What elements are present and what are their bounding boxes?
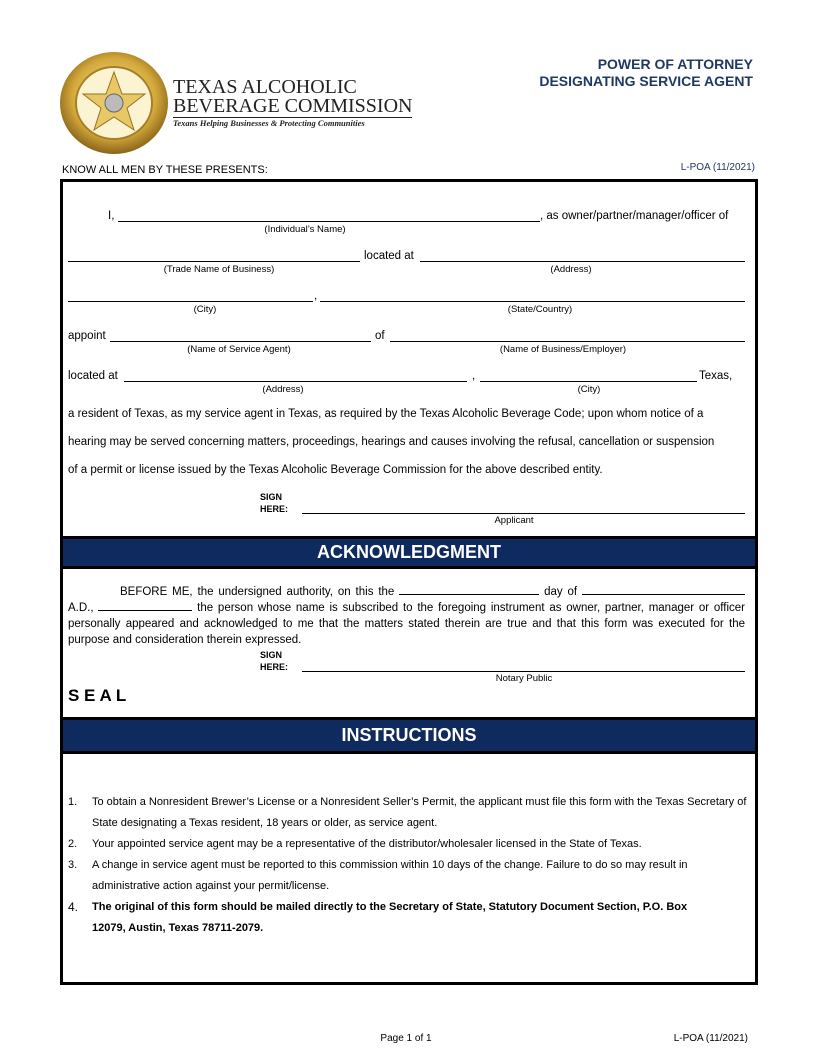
item-number: 4. <box>68 900 79 914</box>
item-text: Your appointed service agent may be a representative of the distributor/wholesaler licensed in the State of Texas. <box>92 838 642 850</box>
ad-text: A.D., <box>68 602 94 614</box>
agent-address-field[interactable] <box>124 381 467 382</box>
city-field[interactable] <box>68 301 313 302</box>
item-text: A change in service agent must be reported to this commission within 10 days of the change. Failure to do so may result in administrative action against your permit/license. <box>92 859 688 892</box>
form-id: L-POA (11/2021) <box>680 162 755 173</box>
of-label: of <box>375 330 385 342</box>
month-field[interactable] <box>582 584 745 595</box>
here-text: HERE: <box>260 504 289 514</box>
business-address-field[interactable] <box>420 261 745 262</box>
title-line-2: DESIGNATING SERVICE AGENT <box>539 73 753 89</box>
notary-caption: Notary Public <box>495 673 553 684</box>
agent-city-field[interactable] <box>480 381 697 382</box>
employer-caption: (Name of Business/Employer) <box>499 344 627 355</box>
located-at-label: located at <box>364 250 414 262</box>
state-country-field[interactable] <box>320 301 745 302</box>
instruction-item <box>68 834 748 855</box>
applicant-caption: Applicant <box>494 515 534 526</box>
trade-name-field[interactable] <box>68 261 360 262</box>
notary-sign-here-label <box>260 649 288 673</box>
item-number: 1. <box>68 796 78 808</box>
individual-name-field[interactable] <box>118 221 540 222</box>
resident-text-1: a resident of Texas, as my service agent in Texas, as required by the Texas Alcoholic Beverage Code; upon whom notice of a <box>68 408 704 420</box>
tabc-seal-logo <box>58 50 170 156</box>
footer-form-id: L-POA (11/2021) <box>673 1033 748 1044</box>
instruction-item <box>68 792 748 834</box>
city-caption: (City) <box>193 304 217 315</box>
agency-tagline: Texans Helping Businesses & Protecting Communities <box>173 117 412 129</box>
sign-text: SIGN <box>260 492 283 502</box>
sign-text: SIGN <box>260 650 283 660</box>
agent-caption: (Name of Service Agent) <box>187 344 291 355</box>
instruction-item <box>68 897 748 939</box>
owner-text: , as owner/partner/manager/officer of <box>540 210 729 222</box>
employer-field[interactable] <box>390 341 745 342</box>
located-at-label-2: located at <box>68 370 118 382</box>
item-number: 2. <box>68 838 78 850</box>
agency-line-2: BEVERAGE COMMISSION <box>173 95 413 117</box>
sign-here-label <box>260 491 288 515</box>
instructions-heading: INSTRUCTIONS <box>60 717 758 754</box>
address-caption-2: (Address) <box>262 384 304 395</box>
service-agent-name-field[interactable] <box>110 341 371 342</box>
instruction-item <box>68 855 748 897</box>
appoint-label: appoint <box>68 330 106 342</box>
i-label: I, <box>108 210 115 222</box>
instructions-list <box>68 792 748 939</box>
address-caption: (Address) <box>550 264 592 275</box>
seal-label: S E A L <box>68 686 127 705</box>
poa-form-section <box>60 179 758 538</box>
day-of-text: day of <box>544 586 578 598</box>
notary-signature-field[interactable] <box>302 671 745 672</box>
page-number: Page 1 of 1 <box>380 1033 432 1044</box>
acknowledgment-text <box>68 584 745 648</box>
agency-name <box>173 78 412 129</box>
before-me-text: BEFORE ME, the undersigned authority, on this the <box>120 586 395 598</box>
applicant-signature-field[interactable] <box>302 513 745 514</box>
item-number: 3. <box>68 859 78 871</box>
trade-caption: (Trade Name of Business) <box>163 264 275 275</box>
acknowledgment-heading: ACKNOWLEDGMENT <box>60 536 758 569</box>
here-text: HERE: <box>260 662 289 672</box>
state-caption: (State/Country) <box>507 304 573 315</box>
texas-label: Texas, <box>699 370 733 382</box>
resident-text-2: hearing may be served concerning matters, proceedings, hearings and causes involving the refusal, cancellation or suspension <box>68 436 715 448</box>
comma-2: , <box>472 370 476 382</box>
day-field[interactable] <box>399 584 539 595</box>
resident-text-3: of a permit or license issued by the Texas Alcoholic Beverage Commission for the above described entity. <box>68 464 603 476</box>
agency-line-1: TEXAS ALCOHOLIC <box>173 76 357 98</box>
city-caption-2: (City) <box>577 384 601 395</box>
year-field[interactable] <box>98 600 192 611</box>
title-line-1: POWER OF ATTORNEY <box>597 56 753 72</box>
item-text: The original of this form should be mailed directly to the Secretary of State, Statutory Document Section, P.O. Box 12079, Austin, Texas 78711-2079. <box>92 901 688 934</box>
acknowledgment-body: the person whose name is subscribed to the foregoing instrument as owner, partner, manager or officer personally appeared and acknowledged to me that the matters stated therein are true and that this form was executed for the purpose and consideration therein expressed. <box>68 602 746 646</box>
individual-caption: (Individual’s Name) <box>264 224 346 235</box>
item-text: To obtain a Nonresident Brewer’s License or a Nonresident Seller’s Permit, the applicant must file this form with the Texas Secretary of State designating a Texas resident, 18 years or older, as service agent. <box>92 796 747 829</box>
comma: , <box>314 290 318 302</box>
know-all-text: KNOW ALL MEN BY THESE PRESENTS: <box>62 164 268 176</box>
